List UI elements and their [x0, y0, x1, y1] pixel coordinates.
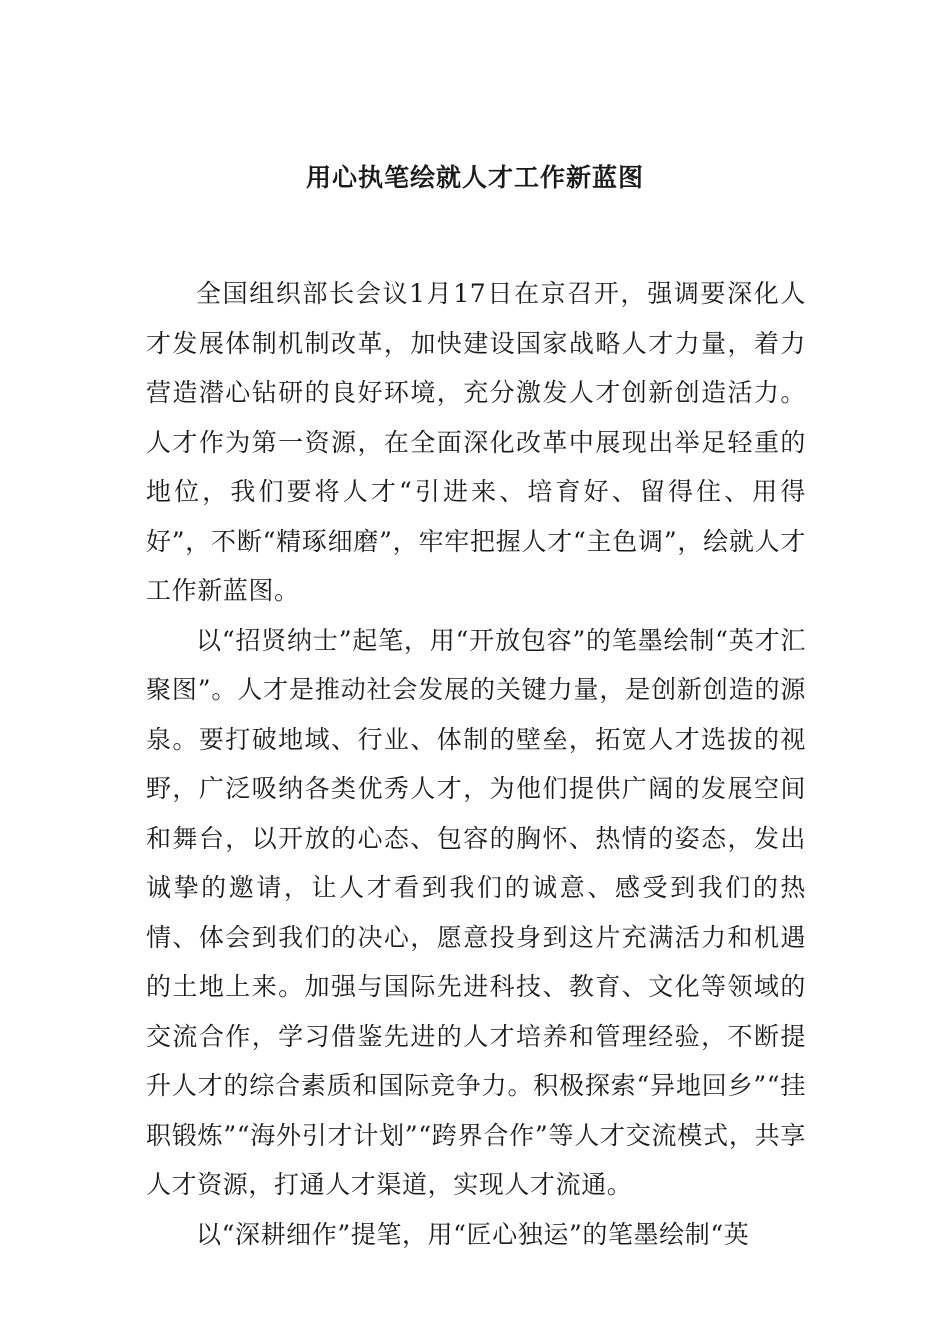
paragraph-2: 以“招贤纳士”起笔，用“开放包容”的笔墨绘制“英才汇聚图”。人才是推动社会发展的关键力量，是创新创造的源泉。要打破地域、行业、体制的壁垒，拓宽人才选拔的视野，广泛吸纳各类优秀人才，为他们提供广阔的发展空间和舞台，以开放的心态、包容的胸怀、热情的姿态，发出诚挚的邀请，让人才看到我们的诚意、感受到我们的热情、体会到我们的决心，愿意投身到这片充满活力和机遇的土地上来。加强与国际先进科技、教育、文化等领域的交流合作，学习借鉴先进的人才培养和管理经验，不断提升人才的综合素质和国际竞争力。积极探索“异地回乡”“挂职锻炼”“海外引才计划”“跨界合作”等人才交流模式，共享人才资源，打通人才渠道，实现人才流通。: [146, 625, 806, 1199]
paragraph-1: 全国组织部长会议1月17日在京召开，强调要深化人才发展体制机制改革，加快建设国家战略人才力量，着力营造潜心钻研的良好环境，充分激发人才创新创造活力。人才作为第一资源，在全面深化改革中展现出举足轻重的地位，我们要将人才“引进来、培育好、留得住、用得好”，不断“精琢细磨”，牢牢把握人才“主色调”，绘就人才工作新蓝图。: [146, 279, 806, 605]
document-body: [146, 269, 806, 1259]
document-title: 用心执笔绘就人才工作新蓝图: [305, 163, 644, 192]
paragraph-3: 以“深耕细作”提笔，用“匠心独运”的笔墨绘制“英: [196, 1219, 750, 1249]
